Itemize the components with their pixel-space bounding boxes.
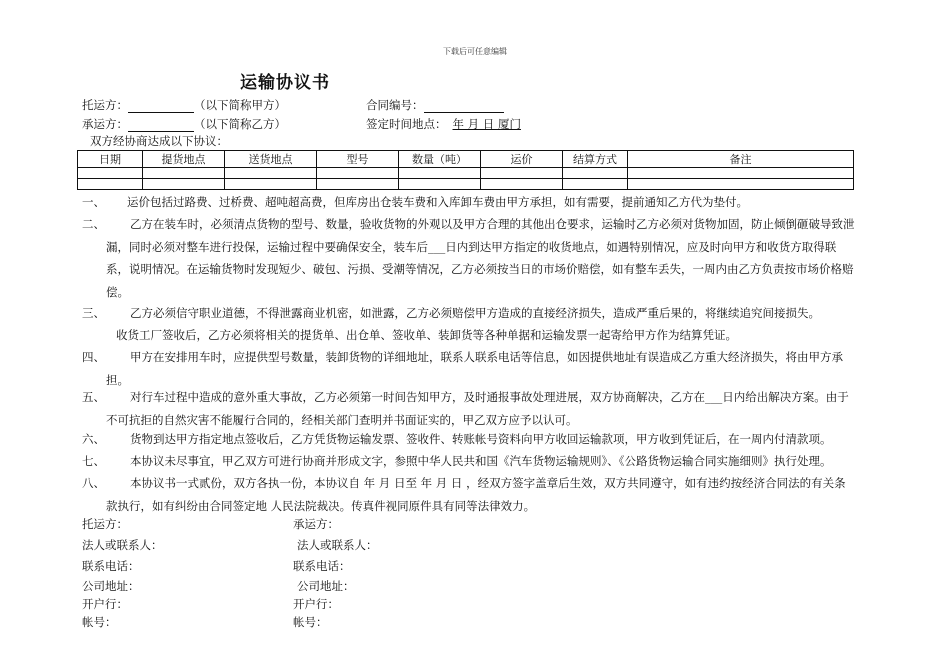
shipper-note: （以下简称甲方） [194, 98, 286, 112]
clause-7 [82, 450, 857, 473]
shipper-line [82, 97, 286, 113]
clause-text: 甲方在安排用车时，应提供型号数量，装卸货物的详细地址，联系人联系电话等信息，如因提供地址有误造成乙方重大经济损失，将由甲方承担。 [106, 350, 843, 387]
table-cell[interactable] [399, 179, 481, 190]
sig-shipper-phone: 联系电话： [82, 559, 140, 573]
table-header-row [78, 151, 854, 168]
clause-6 [82, 428, 857, 451]
sig-shipper-address: 公司地址： [82, 579, 140, 593]
clause-text: 本协议书一式贰份，双方各执一份，本协议自 年 月 日至 年 月 日 ，经双方签字盖章后生效，双方共同遵守，如有违约按经济合同法的有关条款执行，如有纠纷由合同签定地 人民法院裁决。传真件视同原件具有同等法律效力。 [106, 476, 846, 513]
table-row [78, 179, 854, 190]
sign-time-value[interactable]: 年 月 日 厦门 [452, 117, 521, 131]
col-settlement: 结算方式 [563, 151, 628, 168]
sig-carrier-address: 公司地址： [297, 579, 355, 593]
sig-carrier-contact: 法人或联系人： [297, 538, 378, 552]
col-delivery: 送货地点 [225, 151, 317, 168]
table-cell[interactable] [317, 179, 399, 190]
col-price: 运价 [481, 151, 563, 168]
table-cell[interactable] [399, 168, 481, 179]
table-cell[interactable] [628, 179, 854, 190]
table-cell[interactable] [628, 168, 854, 179]
sign-time-line [366, 116, 527, 132]
clause-3 [82, 302, 857, 325]
clause-3-note [82, 324, 857, 347]
document-title: 运输协议书 [240, 73, 330, 93]
clause-number: 六、 [82, 432, 105, 446]
clause-number: 七、 [82, 454, 105, 468]
table-cell[interactable] [143, 168, 225, 179]
table-cell[interactable] [225, 179, 317, 190]
clause-text: 运价包括过路费、过桥费、超吨超高费，但库房出仓装车费和入库卸车费由甲方承担，如有需要，提前通知乙方代为垫付。 [127, 195, 748, 209]
shipper-label: 托运方： [82, 98, 128, 112]
col-pickup: 提货地点 [143, 151, 225, 168]
shipper-input[interactable] [128, 100, 194, 113]
table-cell[interactable] [481, 168, 563, 179]
table-cell[interactable] [563, 168, 628, 179]
table-cell[interactable] [78, 179, 143, 190]
clause-number: 一、 [82, 195, 105, 209]
table-row [78, 168, 854, 179]
col-date: 日期 [78, 151, 143, 168]
clause-5 [82, 386, 857, 431]
sig-carrier-bank: 开户行： [293, 597, 339, 611]
clause-number: 二、 [82, 217, 105, 231]
sig-carrier: 承运方： [293, 517, 339, 531]
clause-text: 货物到达甲方指定地点签收后，乙方凭货物运输发票、签收件、转账帐号资料向甲方收回运输款项，甲方收到凭证后，在一周内付清款项。 [130, 432, 832, 446]
clause-2 [82, 213, 857, 303]
clause-text: 乙方必须信守职业道德，不得泄露商业机密，如泄露，乙方必须赔偿甲方造成的直接经济损失，造成严重后果的，将继续追究间接损失。 [130, 306, 820, 320]
clause-text: 本协议未尽事宜，甲乙双方可进行协商并形成文字，参照中华人民共和国《汽车货物运输规则》、《公路货物运输合同实施细则》执行处理。 [130, 454, 832, 468]
sig-shipper: 托运方： [82, 517, 128, 531]
clause-text: 乙方在装车时，必须清点货物的型号、数量，验收货物的外观以及甲方合理的其他出仓要求，运输时乙方必须对货物加固，防止倾倒砸破导致泄漏，同时必须对整车进行投保，运输过程中要确保安全，装车后___日内到达甲方指定的收货地点，如遇特别情况，应及时向甲方和收货方取得联系，说明情况。在运输货物时发现短少、破包、污损、受潮等情况，乙方必须按当日的市场价赔偿，如有整车丢失，一周内由乙方负责按市场价格赔偿。 [106, 217, 855, 299]
carrier-label: 承运方： [82, 117, 128, 131]
clause-8 [82, 472, 857, 517]
table-cell[interactable] [317, 168, 399, 179]
carrier-note: （以下简称乙方） [194, 117, 286, 131]
col-model: 型号 [317, 151, 399, 168]
clause-1 [82, 191, 857, 214]
sig-shipper-contact: 法人或联系人： [82, 538, 163, 552]
sig-carrier-phone: 联系电话： [293, 559, 351, 573]
contract-no-input[interactable] [424, 100, 504, 113]
clause-number: 五、 [82, 390, 105, 404]
clause-4 [82, 346, 857, 391]
clause-text: 收货工厂签收后，乙方必须将相关的提货单、出仓单、签收单、装卸货等各种单据和运输发票一起寄给甲方作为结算凭证。 [116, 328, 737, 342]
sig-shipper-bank: 开户行： [82, 597, 128, 611]
contract-no-label: 合同编号： [366, 98, 424, 112]
clause-number: 八、 [82, 476, 105, 490]
carrier-line [82, 116, 286, 132]
sign-time-label: 签定时间地点： [366, 117, 447, 131]
contract-no-line [366, 97, 504, 113]
col-quantity: 数量（吨） [399, 151, 481, 168]
sig-carrier-account: 帐号： [293, 615, 328, 629]
table-cell[interactable] [481, 179, 563, 190]
col-remarks: 备注 [628, 151, 854, 168]
agreement-intro: 双方经协商达成以下协议： [90, 134, 228, 148]
table-cell[interactable] [225, 168, 317, 179]
table-cell[interactable] [78, 168, 143, 179]
header-note: 下载后可任意编辑 [443, 47, 507, 56]
goods-table [77, 150, 854, 190]
table-cell[interactable] [563, 179, 628, 190]
clause-number: 三、 [82, 306, 105, 320]
sig-shipper-account: 帐号： [82, 615, 117, 629]
table-cell[interactable] [143, 179, 225, 190]
clause-text: 对行车过程中造成的意外重大事故，乙方必须第一时间告知甲方，及时通报事故处理进展，双方协商解决，乙方在___日内给出解决方案。由于不可抗拒的自然灾害不能履行合同的，经相关部门查明并书面证实的，甲乙双方应予以认可。 [106, 390, 849, 427]
clause-number: 四、 [82, 350, 105, 364]
carrier-input[interactable] [128, 119, 194, 132]
